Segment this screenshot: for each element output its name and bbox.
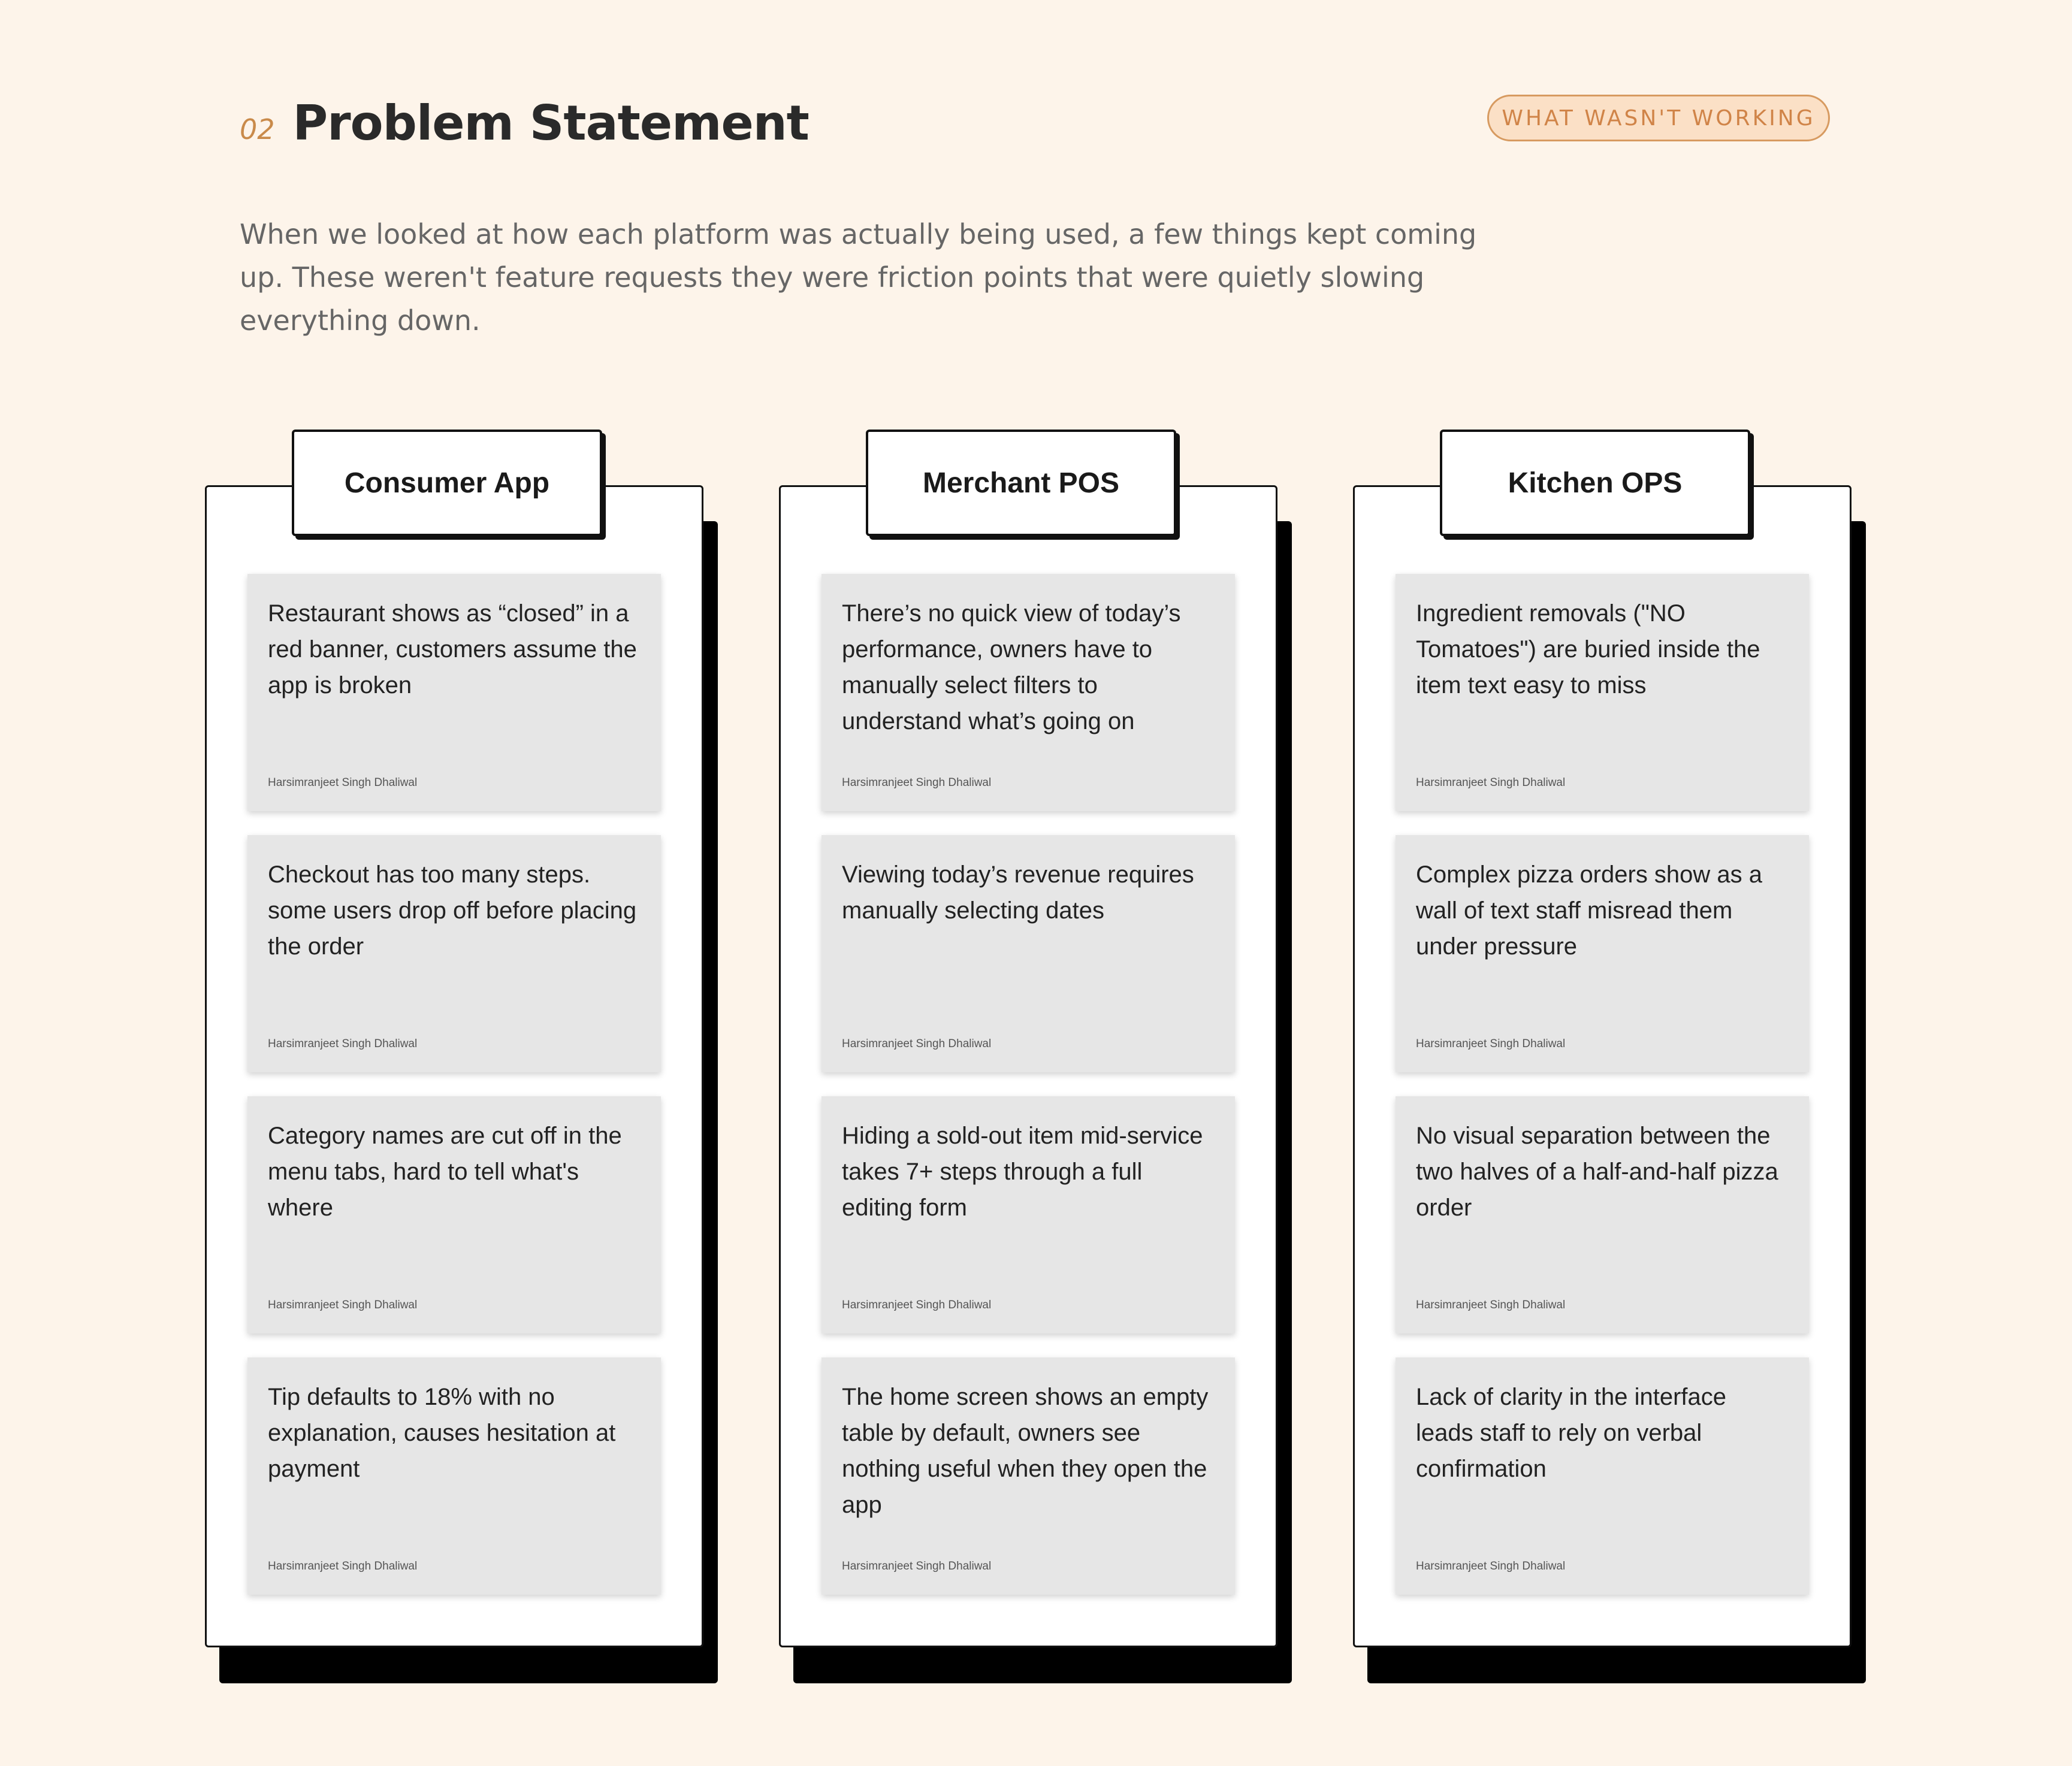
column-title: Merchant POS [866, 430, 1176, 536]
column-title: Consumer App [292, 430, 602, 536]
note-text: Ingredient removals ("NO Tomatoes") are buried inside the item text easy to miss [1416, 600, 1760, 698]
note-author: Harsimranjeet Singh Dhaliwal [1416, 1560, 1566, 1573]
sticky-note [1396, 1357, 1809, 1595]
column-merchant-pos [779, 467, 1277, 1647]
note-text: Category names are cut off in the menu tabs, hard to tell what's where [268, 1123, 622, 1221]
note-author: Harsimranjeet Singh Dhaliwal [268, 1560, 418, 1573]
section-header [240, 90, 809, 156]
note-text: Tip defaults to 18% with no explanation, causes hesitation at payment [268, 1384, 616, 1482]
note-author: Harsimranjeet Singh Dhaliwal [842, 1560, 992, 1573]
note-text: Complex pizza orders show as a wall of text staff misread them under pressure [1416, 861, 1763, 960]
sticky-note [247, 574, 661, 811]
note-author: Harsimranjeet Singh Dhaliwal [1416, 1299, 1566, 1311]
note-author: Harsimranjeet Singh Dhaliwal [268, 776, 418, 789]
section-badge: WHAT WASN'T WORKING [1487, 95, 1830, 141]
note-text: The home screen shows an empty table by default, owners see nothing useful when they open the app [842, 1384, 1209, 1518]
note-author: Harsimranjeet Singh Dhaliwal [842, 1299, 992, 1311]
note-text: Lack of clarity in the interface leads staff to rely on verbal confirmation [1416, 1384, 1727, 1482]
sticky-note [821, 574, 1235, 811]
section-number: 02 [240, 113, 275, 146]
note-author: Harsimranjeet Singh Dhaliwal [268, 1038, 418, 1050]
sticky-note [821, 1357, 1235, 1595]
column-consumer-app [205, 467, 703, 1647]
sticky-note [247, 1096, 661, 1333]
column-panel [205, 467, 703, 1647]
sticky-note [247, 835, 661, 1072]
note-text: No visual separation between the two halves of a half-and-half pizza order [1416, 1123, 1778, 1221]
sticky-note [821, 835, 1235, 1072]
note-text: Viewing today’s revenue requires manually selecting dates [842, 861, 1194, 924]
note-author: Harsimranjeet Singh Dhaliwal [268, 1299, 418, 1311]
note-text: Checkout has too many steps. some users drop off before placing the order [268, 861, 637, 960]
note-text: There’s no quick view of today’s performance, owners have to manually select filters to understand what’s going on [842, 600, 1181, 734]
intro-paragraph: When we looked at how each platform was actually being used, a few things kept coming up. These weren't feature requests they were friction points that were quietly slowing everything down. [240, 218, 1477, 337]
note-text: Hiding a sold-out item mid-service takes 7+ steps through a full editing form [842, 1123, 1203, 1221]
sticky-note [1396, 574, 1809, 811]
note-author: Harsimranjeet Singh Dhaliwal [842, 776, 992, 789]
sticky-note [247, 1357, 661, 1595]
column-kitchen-ops [1353, 467, 1851, 1647]
note-text: Restaurant shows as “closed” in a red banner, customers assume the app is broken [268, 600, 637, 698]
note-author: Harsimranjeet Singh Dhaliwal [842, 1038, 992, 1050]
note-author: Harsimranjeet Singh Dhaliwal [1416, 1038, 1566, 1050]
column-title: Kitchen OPS [1440, 430, 1750, 536]
note-author: Harsimranjeet Singh Dhaliwal [1416, 776, 1566, 789]
sticky-note [821, 1096, 1235, 1333]
column-panel [1353, 467, 1851, 1647]
page-title: Problem Statement [292, 95, 809, 151]
column-panel [779, 467, 1277, 1647]
sticky-note [1396, 1096, 1809, 1333]
sticky-note [1396, 835, 1809, 1072]
